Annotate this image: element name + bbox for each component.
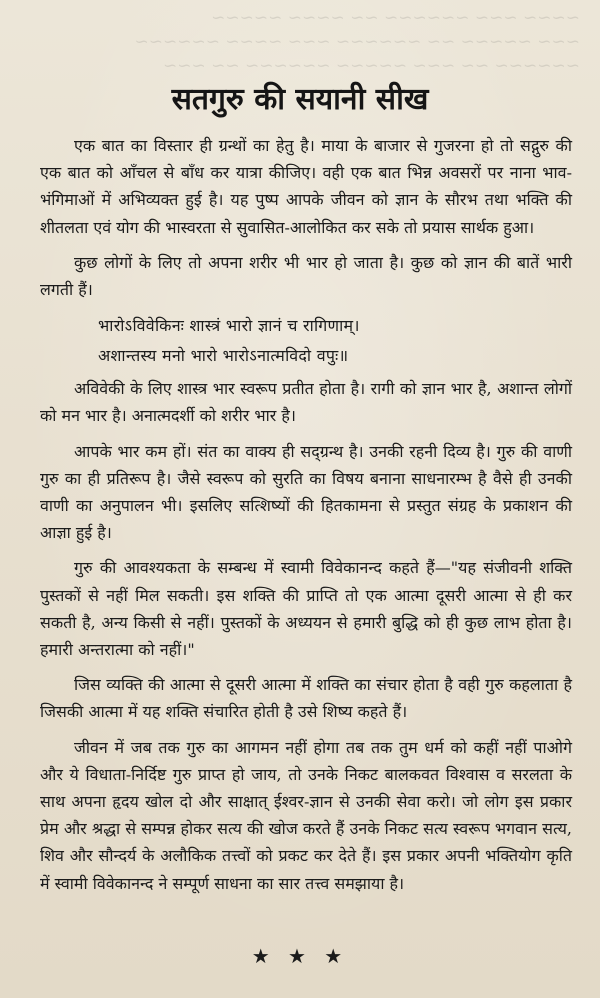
paragraph-guru-word: आपके भार कम हों। संत का वाक्य ही सद्ग्रन्थ है। उनकी रहनी दिव्य है। गुरु की वाणी गुरु का ही प्रतिरूप है। जैसे स्वरूप को सुरति का विषय बनाना साधनारम्भ है वैसे ही उनकी वाणी का अनुपालन भी। इसलिए सत्शिष्यों की हितकामना से प्रस्तुत संग्रह के प्रकाशन की आज्ञा हुई है। xyxy=(40,441,572,543)
paragraph-guru-definition: जिस व्यक्ति की आत्मा से दूसरी आत्मा में शक्ति का संचार होता है वही गुरु कहलाता है जिसकी आत्मा में यह शक्ति संचारित होती है उसे शिष्य कहते हैं। xyxy=(40,675,572,722)
sanskrit-verse-line-2: अशान्तस्य मनो भारो भारोऽनात्मविदो वपुः॥ xyxy=(98,346,349,366)
paragraph-intro: एक बात का विस्तार ही ग्रन्थों का हेतु है। माया के बाजार से गुजरना हो तो सद्गुरु की एक बात को आँचल से बाँध कर यात्रा कीजिए। वही एक बात भिन्न अवसरों पर नाना भाव-भंगिमाओं में अभिव्यक्त हुई है। यह पुष्प आपके जीवन को ज्ञान के सौरभ तथा भक्ति की शीतलता एवं योग की भास्वरता से सुवासित-आलोकित कर सके तो प्रयास सार्थक हुआ। xyxy=(40,136,572,237)
reverse-side-show-through: ~~~~ ~~~ ~~~~~~ ~~ ~~~~ ~~~~~ ~~~ ~~~~~ ~~ ~~~~~~ ~~~ ~~~~ ~~~~~~ ~~~~~~ ~~ ~~~ ~~~~~ ~~~~~~ ~~ ~~~ xyxy=(134,8,580,76)
section-end-stars: ★ ★ ★ xyxy=(251,944,349,968)
sanskrit-verse-line-1: भारोऽविवेकिनः शास्त्रं भारो ज्ञानं च रागिणाम्। xyxy=(98,316,360,336)
chapter-title: सतगुरु की सयानी सीख xyxy=(171,82,429,117)
paragraph-vivekananda-quote: गुरु की आवश्यकता के सम्बन्ध में स्वामी विवेकानन्द कहते हैं—"यह संजीवनी शक्ति पुस्तकों से नहीं मिल सकती। इस शक्ति की प्राप्ति तो एक आत्मा दूसरी आत्मा से ही कर सकती है, अन्य किसी से नहीं। पुस्तकों के अध्ययन से हमारी बुद्धि को ही कुछ लाभ होता है। हमारी अन्तरात्मा को नहीं।" xyxy=(40,558,572,660)
paragraph-burden: कुछ लोगों के लिए तो अपना शरीर भी भार हो जाता है। कुछ को ज्ञान की बातें भारी लगती हैं। xyxy=(40,252,572,300)
paragraph-conclusion: जीवन में जब तक गुरु का आगमन नहीं होगा तब तक तुम धर्म को कहीं नहीं पाओगे और ये विधाता-निर्दिष्ट गुरु प्राप्त हो जाय, तो उनके निकट बालकवत विश्वास व सरलता के साथ अपना हृदय खोल दो और साक्षात् ईश्वर-ज्ञान से उनकी सेवा करो। जो लोग इस प्रकार प्रेम और श्रद्धा से सम्पन्न होकर सत्य की खोज करते हैं उनके निकट सत्य स्वरूप भगवान सत्य, शिव और सौन्दर्य के अलौकिक तत्त्वों को प्रकट कर देते हैं। इस प्रकार अपनी भक्तियोग कृति में स्वामी विवेकानन्द ने सम्पूर्ण साधना का सार तत्त्व समझाया है। xyxy=(40,737,572,893)
body-text xyxy=(40,132,572,905)
paragraph-verse-meaning: अविवेकी के लिए शास्त्र भार स्वरूप प्रतीत होता है। रागी को ज्ञान भार है, अशान्त लोगों को मन भार है। अनात्मदर्शी को शरीर भार है। xyxy=(40,379,572,426)
